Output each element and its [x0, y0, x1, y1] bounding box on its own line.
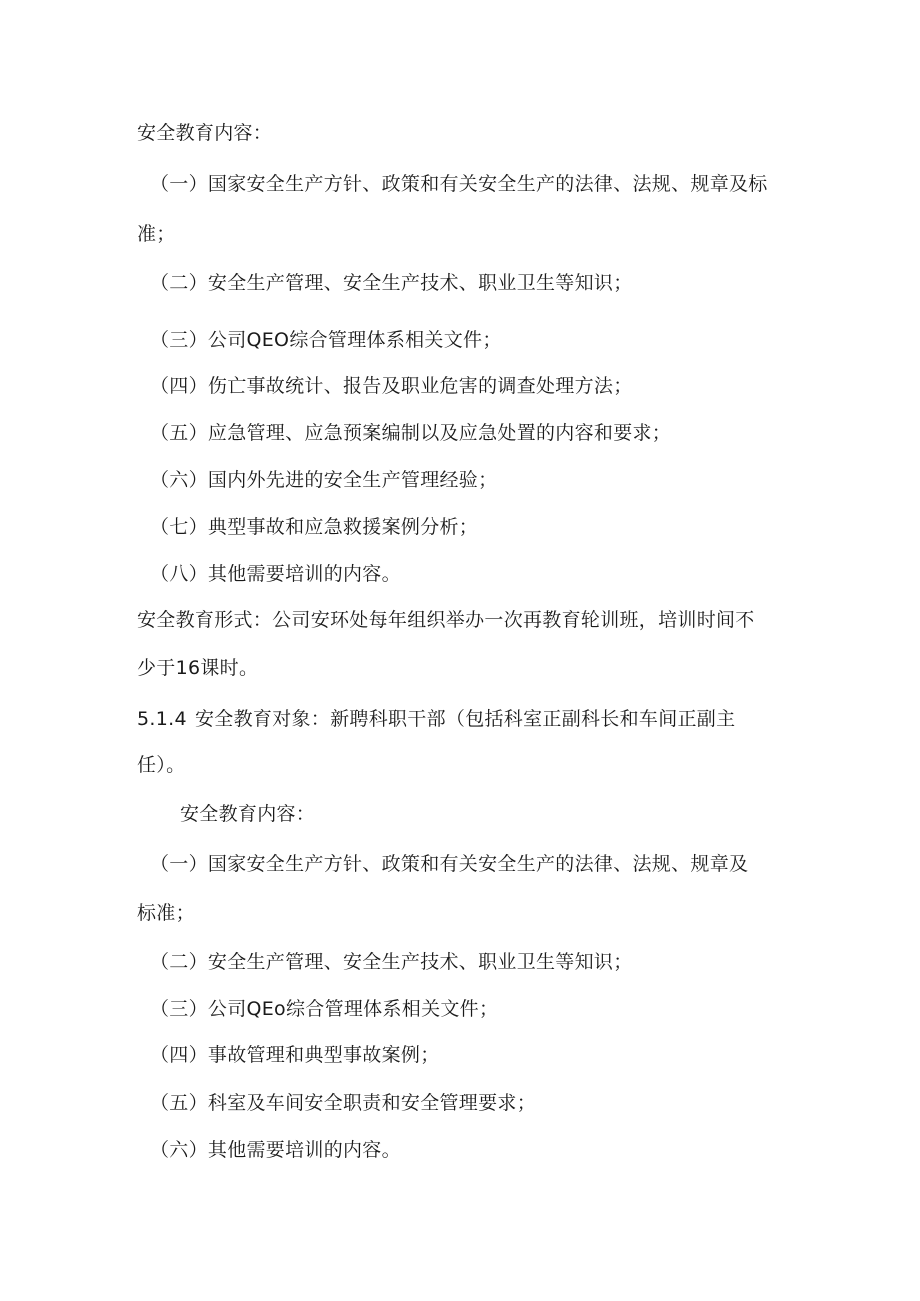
section1-item7: （七）典型事故和应急救援案例分析；	[150, 516, 479, 538]
clause-number: 5.1.4	[137, 708, 187, 730]
section2-item5: （五）科室及车间安全职责和安全管理要求；	[150, 1092, 537, 1114]
section2-item1-line2: 标准；	[137, 902, 195, 924]
clause-line2: 任）。	[137, 754, 186, 776]
section2-item1-line1: （一）国家安全生产方针、政策和有关安全生产的法律、法规、规章及	[150, 853, 749, 875]
section2-heading: 安全教育内容：	[180, 803, 316, 825]
section2-item4: （四）事故管理和典型事故案例；	[150, 1044, 440, 1066]
form-line1: 安全教育形式：公司安环处每年组织举办一次再教育轮训班，培训时间不	[137, 609, 755, 631]
clause-line1: 安全教育对象：新聘科职干部（包括科室正副科长和车间正副主	[195, 708, 736, 730]
section1-item2: （二）安全生产管理、安全生产技术、职业卫生等知识；	[150, 272, 633, 294]
section1-item1-line1: （一）国家安全生产方针、政策和有关安全生产的法律、法规、规章及标	[150, 173, 768, 195]
form-line2: 少于16课时。	[137, 657, 259, 679]
section1-item5: （五）应急管理、应急预案编制以及应急处置的内容和要求；	[150, 422, 672, 444]
section2-item2: （二）安全生产管理、安全生产技术、职业卫生等知识；	[150, 951, 633, 973]
section1-item1-line2: 准；	[137, 223, 176, 245]
section1-item4: （四）伤亡事故统计、报告及职业危害的调查处理方法；	[150, 375, 633, 397]
section2-item3: （三）公司QEo综合管理体系相关文件；	[150, 998, 499, 1020]
section2-item6: （六）其他需要培训的内容。	[150, 1139, 401, 1161]
section1-item8: （八）其他需要培训的内容。	[150, 563, 401, 585]
section1-item6: （六）国内外先进的安全生产管理经验；	[150, 469, 498, 491]
section1-item3: （三）公司QEO综合管理体系相关文件；	[150, 329, 502, 351]
section1-heading: 安全教育内容：	[137, 122, 273, 144]
